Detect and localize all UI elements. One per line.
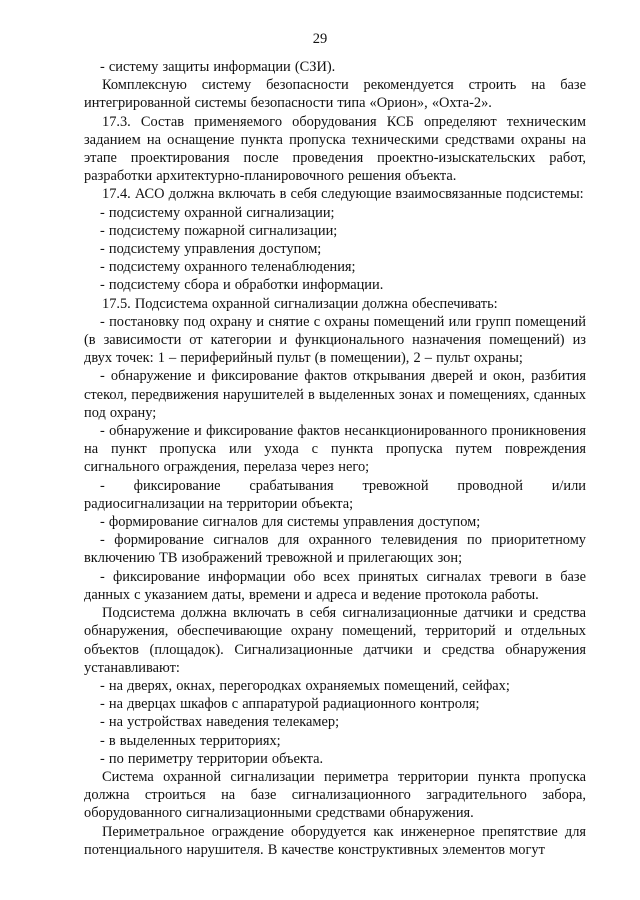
- paragraph: Периметральное ограждение оборудуется как инженерное препятствие для потенциального нарушителя. В качестве конструктивных элементов могут: [84, 823, 586, 858]
- list-item: - фиксирование срабатывания тревожной проводной и/или радиосигнализации на территории объекта;: [84, 477, 586, 512]
- list-item: - постановку под охрану и снятие с охраны помещений или групп помещений (в зависимости от категории и функционального назначения помещений) из двух точек: 1 – периферийный пульт (в помещении), 2 – пульт охраны;: [84, 313, 586, 367]
- list-item: - подсистему охранного теленаблюдения;: [100, 259, 356, 276]
- list-item: - на устройствах наведения телекамер;: [100, 714, 340, 731]
- paragraph-17-3: 17.3. Состав применяемого оборудования КСБ определяют техническим заданием на оснащение пункта пропуска техническими средствами охраны на этапе проектирования после проведения проектно-изыскательских работ, разработки архитектурно-планировочного решения объекта.: [84, 113, 586, 185]
- paragraph: Система охранной сигнализации периметра территории пункта пропуска должна строиться на базе сигнализационного заградительного забора, оборудованного сигнализационными средствами обнаружения.: [84, 768, 586, 822]
- list-item: - систему защиты информации (СЗИ).: [100, 59, 336, 75]
- paragraph: Подсистема должна включать в себя сигнализационные датчики и средства обнаружения, обеспечивающие охрану помещений, территорий и отдельных объектов (площадок). Сигнализационные датчики и средства обнаружения устанавливают:: [84, 605, 586, 676]
- paragraph: Комплексную систему безопасности рекомендуется строить на базе интегрированной системы безопасности типа «Орион», «Охта-2».: [84, 77, 586, 112]
- list-item: - на дверях, окнах, перегородках охраняемых помещений, сейфах;: [100, 677, 510, 694]
- list-item: - на дверцах шкафов с аппаратурой радиационного контроля;: [100, 696, 480, 713]
- list-item: - обнаружение и фиксирование фактов открывания дверей и окон, разбития стекол, передвижения нарушителей в выделенных зонах и помещениях, сданных под охрану;: [84, 368, 586, 421]
- list-item: - по периметру территории объекта.: [100, 750, 324, 767]
- list-item: - подсистему охранной сигнализации;: [100, 204, 335, 221]
- page-number: 29: [312, 31, 328, 47]
- list-item: - подсистему пожарной сигнализации;: [100, 222, 338, 239]
- list-item: - фиксирование информации обо всех принятых сигналах тревоги в базе данных с указанием даты, времени и адреса и ведение протокола работы.: [84, 568, 586, 603]
- list-item: - обнаружение и фиксирование фактов несанкционированного проникновения на пункт пропуска или ухода с пункта пропуска путем повреждения сигнального ограждения, перелаза через него;: [84, 423, 586, 476]
- list-item: - в выделенных территориях;: [100, 732, 281, 749]
- paragraph-17-4: 17.4. АСО должна включать в себя следующие взаимосвязанные подсистемы:: [102, 186, 584, 203]
- list-item: - подсистему сбора и обработки информации.: [100, 277, 384, 294]
- list-item: - формирование сигналов для системы управления доступом;: [100, 514, 481, 531]
- document-body: [84, 58, 586, 859]
- paragraph-17-5: 17.5. Подсистема охранной сигнализации должна обеспечивать:: [102, 295, 498, 312]
- list-item: - подсистему управления доступом;: [100, 241, 322, 258]
- list-item: - формирование сигналов для охранного телевидения по приоритетному включению ТВ изображений тревожной и прилегающих зон;: [84, 532, 586, 567]
